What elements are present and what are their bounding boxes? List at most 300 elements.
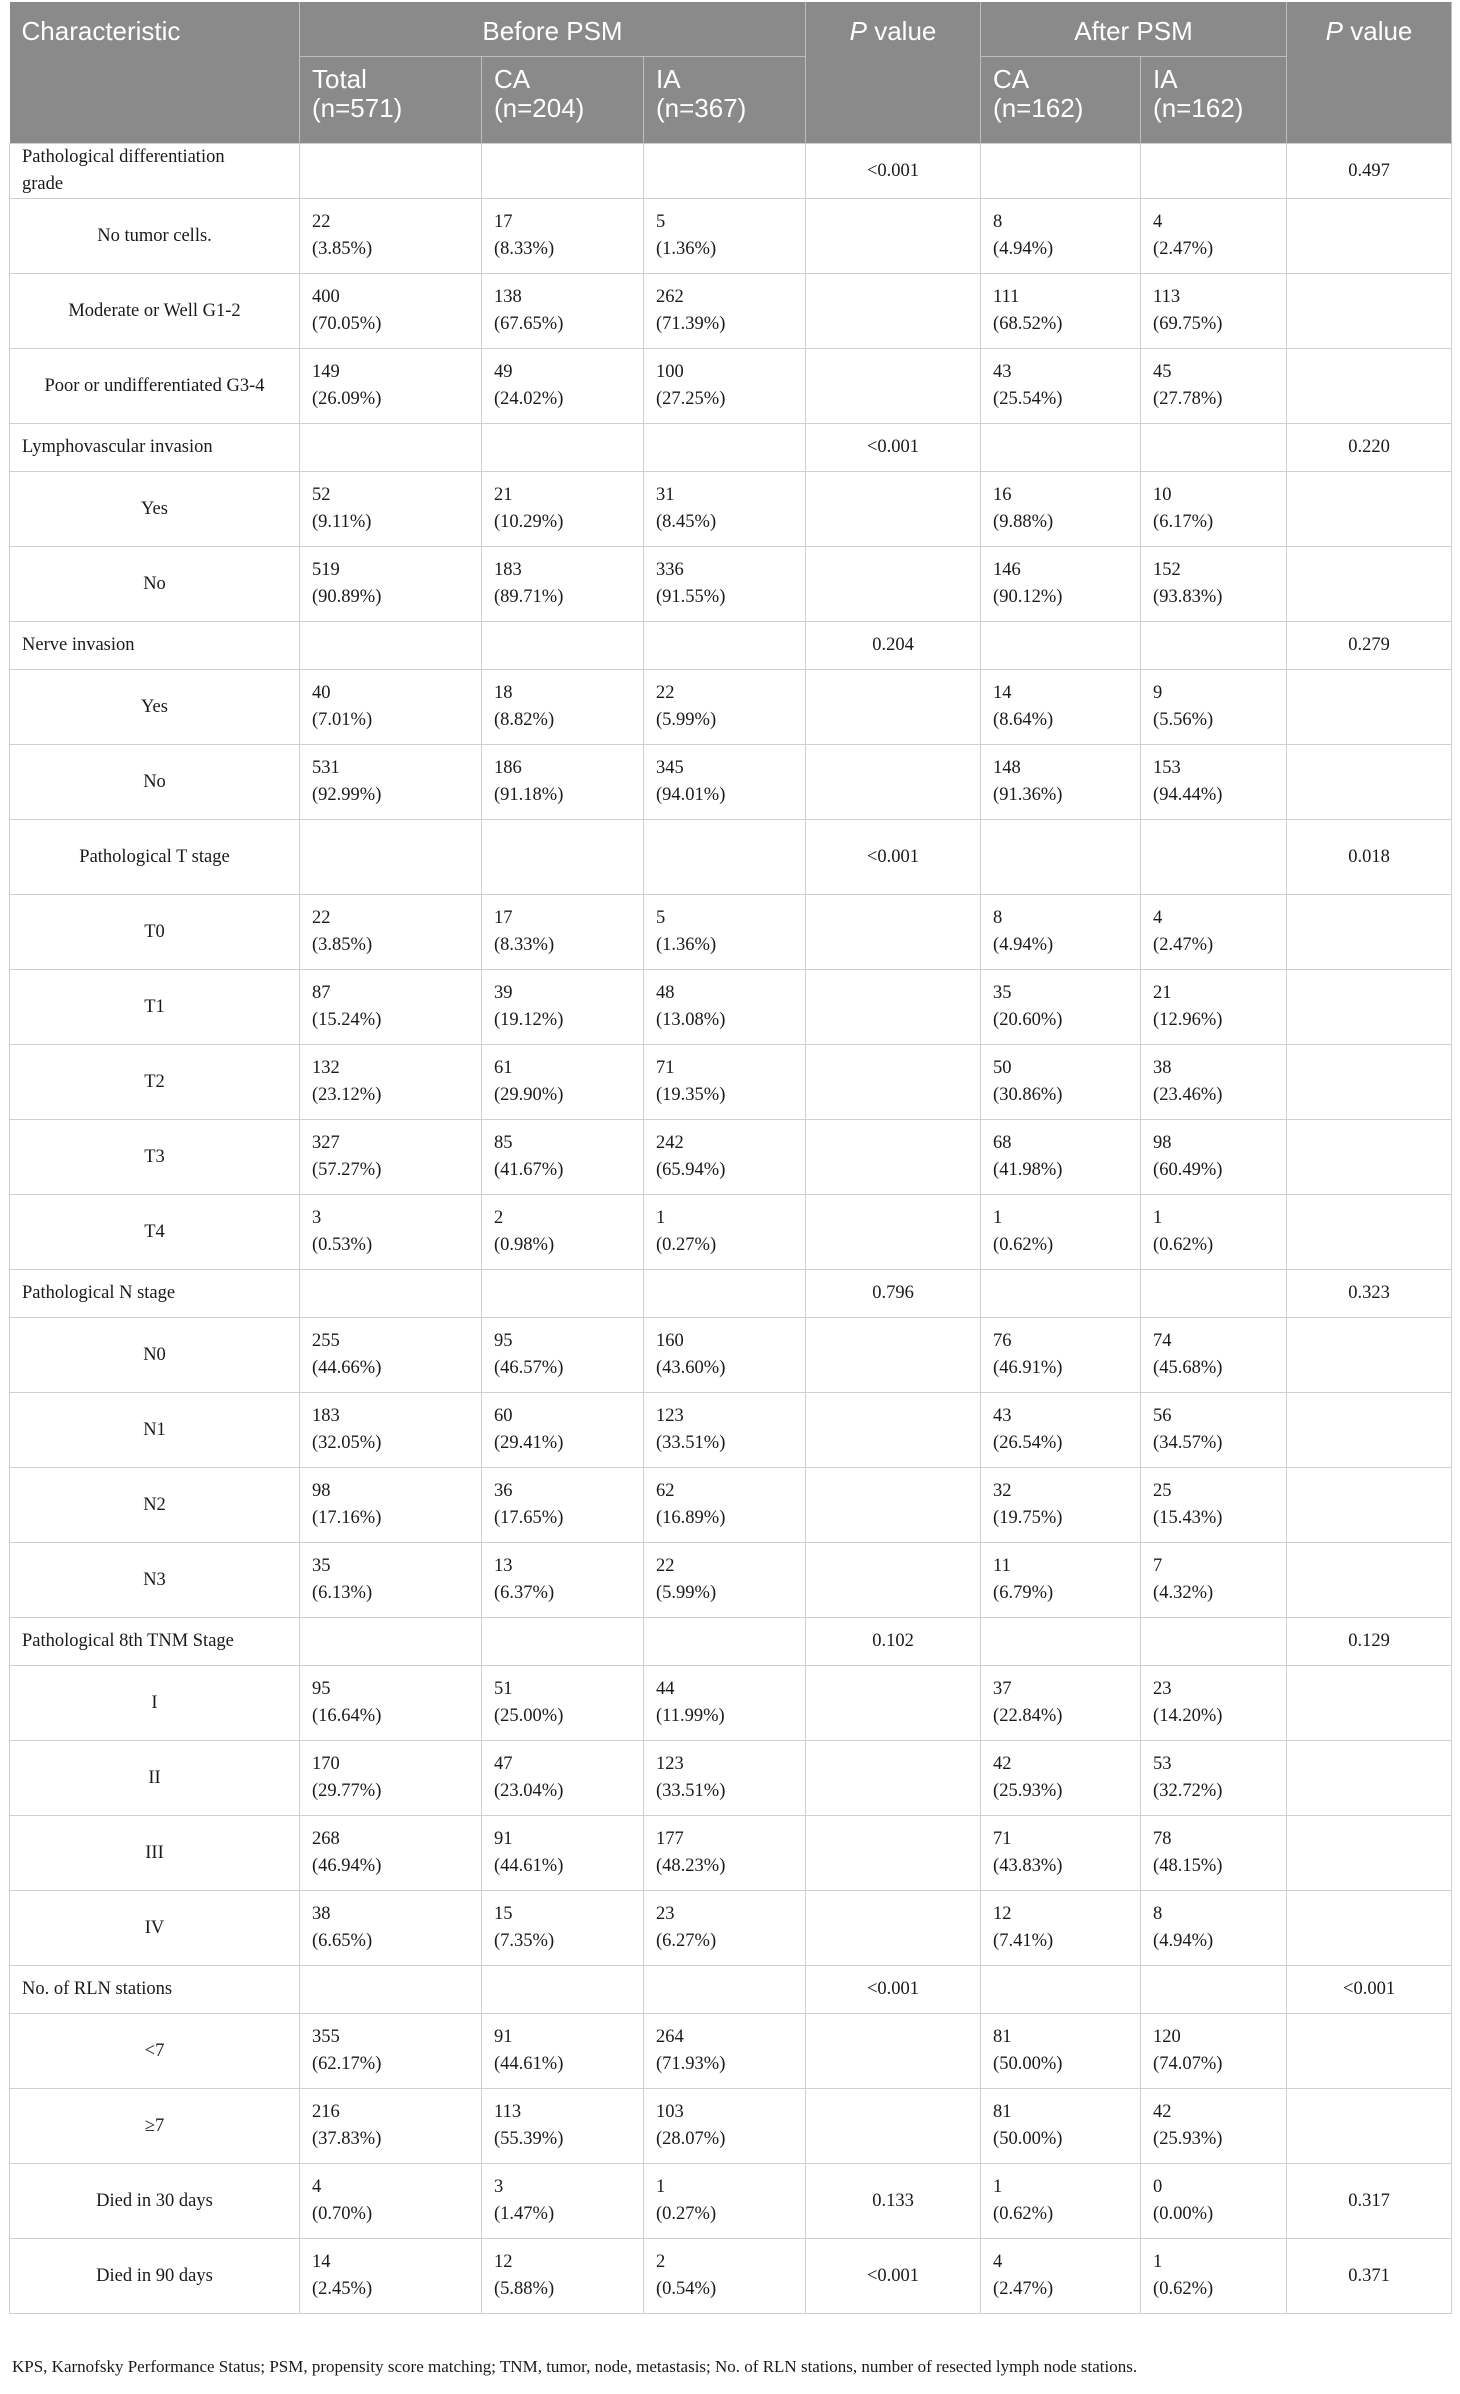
p-value-after: 0.317 [1287, 2164, 1452, 2239]
value-cell [300, 1468, 482, 1543]
value-cell [644, 1318, 806, 1393]
row-label: Moderate or Well G1-2 [10, 274, 300, 349]
p-value-after: 0.018 [1287, 820, 1452, 895]
p-value-after: <0.001 [1287, 1966, 1452, 2014]
value-cell [300, 1195, 482, 1270]
percent: (28.07%) [656, 2129, 726, 2149]
count: 3 [312, 1208, 322, 1228]
row-label: T0 [10, 895, 300, 970]
count: 14 [993, 683, 1012, 703]
count: 10 [1153, 485, 1172, 505]
p-value-before [806, 1891, 981, 1966]
percent: (23.46%) [1153, 1085, 1223, 1105]
p-value-before: 0.102 [806, 1618, 981, 1666]
p-value-after [1287, 1816, 1452, 1891]
value-cell [1141, 1618, 1287, 1666]
percent: (6.65%) [312, 1931, 373, 1951]
count: 13 [494, 1556, 513, 1576]
p-value-after [1287, 895, 1452, 970]
p-value-before [806, 547, 981, 622]
percent: (32.72%) [1153, 1781, 1223, 1801]
p-value-after: 0.323 [1287, 1270, 1452, 1318]
value-cell [644, 1741, 806, 1816]
percent: (2.47%) [993, 2279, 1054, 2299]
percent: (30.86%) [993, 1085, 1063, 1105]
value-cell [644, 820, 806, 895]
percent: (90.89%) [312, 587, 382, 607]
count: 148 [993, 758, 1021, 778]
p-value-after: 0.220 [1287, 424, 1452, 472]
count: 22 [656, 1556, 675, 1576]
count: 39 [494, 983, 513, 1003]
count: 98 [312, 1481, 331, 1501]
p-value-before [806, 2089, 981, 2164]
p-value-before: <0.001 [806, 2239, 981, 2314]
percent: (90.12%) [993, 587, 1063, 607]
p-value-after [1287, 670, 1452, 745]
count: 531 [312, 758, 340, 778]
percent: (33.51%) [656, 1433, 726, 1453]
count: 36 [494, 1481, 513, 1501]
row-label: T4 [10, 1195, 300, 1270]
percent: (4.32%) [1153, 1583, 1214, 1603]
value-cell [482, 1543, 644, 1618]
value-cell [644, 144, 806, 199]
count: 85 [494, 1133, 513, 1153]
row-label: N1 [10, 1393, 300, 1468]
p-value-before [806, 1666, 981, 1741]
p-value-before [806, 1045, 981, 1120]
count: 62 [656, 1481, 675, 1501]
p-value-before [806, 199, 981, 274]
value-cell [981, 472, 1141, 547]
percent: (22.84%) [993, 1706, 1063, 1726]
value-cell [1141, 144, 1287, 199]
percent: (29.90%) [494, 1085, 564, 1105]
value-cell [300, 2089, 482, 2164]
percent: (69.75%) [1153, 314, 1223, 334]
value-cell [644, 2014, 806, 2089]
count: 98 [1153, 1133, 1172, 1153]
percent: (70.05%) [312, 314, 382, 334]
value-cell [644, 2164, 806, 2239]
value-cell [482, 349, 644, 424]
value-cell [300, 670, 482, 745]
count: 48 [656, 983, 675, 1003]
value-cell [981, 1966, 1141, 2014]
count: 1 [993, 2177, 1003, 2197]
value-cell [644, 1543, 806, 1618]
p-value-before [806, 970, 981, 1045]
percent: (0.54%) [656, 2279, 717, 2299]
value-cell [1141, 2014, 1287, 2089]
value-cell [482, 199, 644, 274]
percent: (6.37%) [494, 1583, 555, 1603]
p-value-after [1287, 1666, 1452, 1741]
percent: (29.41%) [494, 1433, 564, 1453]
value-cell [482, 1045, 644, 1120]
count: 255 [312, 1331, 340, 1351]
value-cell [300, 199, 482, 274]
percent: (2.47%) [1153, 239, 1214, 259]
table-row [10, 1741, 1452, 1816]
table-row [10, 2014, 1452, 2089]
p-value-after [1287, 547, 1452, 622]
value-cell [1141, 895, 1287, 970]
value-cell [300, 547, 482, 622]
count: 53 [1153, 1754, 1172, 1774]
value-cell [1141, 1543, 1287, 1618]
value-cell [1141, 622, 1287, 670]
table-row [10, 1543, 1452, 1618]
table-row [10, 2089, 1452, 2164]
percent: (27.78%) [1153, 389, 1223, 409]
percent: (46.91%) [993, 1358, 1063, 1378]
percent: (43.60%) [656, 1358, 726, 1378]
p-value-before [806, 274, 981, 349]
count: 14 [312, 2252, 331, 2272]
percent: (48.23%) [656, 1856, 726, 1876]
percent: (16.89%) [656, 1508, 726, 1528]
percent: (0.62%) [1153, 1235, 1214, 1255]
count: 61 [494, 1058, 513, 1078]
p-value-after [1287, 1741, 1452, 1816]
percent: (11.99%) [656, 1706, 725, 1726]
percent: (62.17%) [312, 2054, 382, 2074]
count: 91 [494, 2027, 513, 2047]
percent: (23.12%) [312, 1085, 382, 1105]
value-cell [482, 1966, 644, 2014]
value-cell [300, 2014, 482, 2089]
header-ia-after: IA (n=162) [1141, 57, 1287, 144]
value-cell [644, 670, 806, 745]
percent: (91.55%) [656, 587, 726, 607]
value-cell [981, 144, 1141, 199]
header-total: Total (n=571) [300, 57, 482, 144]
value-cell [644, 424, 806, 472]
value-cell [482, 820, 644, 895]
count: 8 [993, 212, 1003, 232]
p-value-after [1287, 349, 1452, 424]
table-row [10, 970, 1452, 1045]
p-value-after [1287, 970, 1452, 1045]
value-cell [482, 1468, 644, 1543]
count: 87 [312, 983, 331, 1003]
row-label: Pathological 8th TNM Stage [10, 1618, 300, 1666]
percent: (24.02%) [494, 389, 564, 409]
value-cell [981, 1816, 1141, 1891]
percent: (0.53%) [312, 1235, 373, 1255]
value-cell [300, 820, 482, 895]
value-cell [981, 199, 1141, 274]
p-value-after [1287, 1393, 1452, 1468]
percent: (1.47%) [494, 2204, 555, 2224]
value-cell [482, 424, 644, 472]
header-before-psm: Before PSM [300, 2, 806, 57]
percent: (8.33%) [494, 935, 555, 955]
count: 132 [312, 1058, 340, 1078]
value-cell [1141, 424, 1287, 472]
percent: (23.04%) [494, 1781, 564, 1801]
percent: (0.62%) [1153, 2279, 1214, 2299]
count: 71 [993, 1829, 1012, 1849]
row-label: I [10, 1666, 300, 1741]
percent: (50.00%) [993, 2129, 1063, 2149]
value-cell [1141, 1270, 1287, 1318]
table-row [10, 1816, 1452, 1891]
p-value-before [806, 670, 981, 745]
value-cell [1141, 1891, 1287, 1966]
value-cell [300, 2164, 482, 2239]
value-cell [1141, 199, 1287, 274]
percent: (8.45%) [656, 512, 717, 532]
count: 68 [993, 1133, 1012, 1153]
percent: (50.00%) [993, 2054, 1063, 2074]
count: 23 [1153, 1679, 1172, 1699]
percent: (26.09%) [312, 389, 382, 409]
row-label: Pathological N stage [10, 1270, 300, 1318]
count: 50 [993, 1058, 1012, 1078]
percent: (8.33%) [494, 239, 555, 259]
value-cell [300, 1543, 482, 1618]
percent: (2.47%) [1153, 935, 1214, 955]
p-value-before: <0.001 [806, 1966, 981, 2014]
table-row [10, 2164, 1452, 2239]
p-value-before [806, 745, 981, 820]
count: 95 [312, 1679, 331, 1699]
p-value-before: 0.796 [806, 1270, 981, 1318]
value-cell [981, 274, 1141, 349]
count: 3 [494, 2177, 504, 2197]
value-cell [300, 1618, 482, 1666]
percent: (25.93%) [993, 1781, 1063, 1801]
table-row [10, 1318, 1452, 1393]
count: 100 [656, 362, 684, 382]
count: 2 [494, 1208, 504, 1228]
count: 45 [1153, 362, 1172, 382]
percent: (91.36%) [993, 785, 1063, 805]
value-cell [300, 1045, 482, 1120]
percent: (5.88%) [494, 2279, 555, 2299]
percent: (17.65%) [494, 1508, 564, 1528]
value-cell [981, 622, 1141, 670]
value-cell [644, 199, 806, 274]
p-value-before [806, 1318, 981, 1393]
p-value-before: <0.001 [806, 820, 981, 895]
header-ia-before: IA (n=367) [644, 57, 806, 144]
value-cell [644, 1393, 806, 1468]
count: 113 [1153, 287, 1181, 307]
count: 52 [312, 485, 331, 505]
percent: (25.54%) [993, 389, 1063, 409]
percent: (0.62%) [993, 1235, 1054, 1255]
table-row [10, 1045, 1452, 1120]
percent: (19.75%) [993, 1508, 1063, 1528]
count: 264 [656, 2027, 684, 2047]
percent: (1.36%) [656, 935, 717, 955]
count: 12 [993, 1904, 1012, 1924]
percent: (5.99%) [656, 1583, 717, 1603]
count: 0 [1153, 2177, 1163, 2197]
count: 49 [494, 362, 513, 382]
count: 4 [993, 2252, 1003, 2272]
p-value-after [1287, 1891, 1452, 1966]
value-cell [1141, 1666, 1287, 1741]
value-cell [482, 895, 644, 970]
count: 4 [1153, 908, 1163, 928]
percent: (13.08%) [656, 1010, 726, 1030]
value-cell [981, 970, 1141, 1045]
count: 18 [494, 683, 513, 703]
p-value-before [806, 1543, 981, 1618]
table-group-row [10, 820, 1452, 895]
table-group-row [10, 1618, 1452, 1666]
row-label: Yes [10, 472, 300, 547]
value-cell [1141, 1195, 1287, 1270]
value-cell [981, 1045, 1141, 1120]
value-cell [1141, 670, 1287, 745]
row-label: No [10, 547, 300, 622]
p-value-after [1287, 745, 1452, 820]
value-cell [482, 1318, 644, 1393]
row-label: No tumor cells. [10, 199, 300, 274]
percent: (41.67%) [494, 1160, 564, 1180]
percent: (71.93%) [656, 2054, 726, 2074]
value-cell [300, 1816, 482, 1891]
count: 21 [494, 485, 513, 505]
row-label: III [10, 1816, 300, 1891]
value-cell [981, 2239, 1141, 2314]
results-table [9, 2, 1452, 2314]
value-cell [300, 1891, 482, 1966]
percent: (6.79%) [993, 1583, 1054, 1603]
value-cell [981, 2089, 1141, 2164]
row-label: No [10, 745, 300, 820]
value-cell [482, 670, 644, 745]
count: 32 [993, 1481, 1012, 1501]
value-cell [482, 1270, 644, 1318]
row-label: ≥7 [10, 2089, 300, 2164]
p-value-after [1287, 274, 1452, 349]
percent: (10.29%) [494, 512, 564, 532]
p-value-after [1287, 1120, 1452, 1195]
table-row [10, 895, 1452, 970]
value-cell [482, 970, 644, 1045]
percent: (46.94%) [312, 1856, 382, 1876]
value-cell [300, 349, 482, 424]
value-cell [482, 144, 644, 199]
value-cell [300, 1741, 482, 1816]
value-cell [482, 745, 644, 820]
value-cell [300, 1270, 482, 1318]
percent: (65.94%) [656, 1160, 726, 1180]
table-group-row [10, 1270, 1452, 1318]
percent: (0.27%) [656, 1235, 717, 1255]
row-label: Poor or undifferentiated G3-4 [10, 349, 300, 424]
count: 22 [312, 212, 331, 232]
percent: (32.05%) [312, 1433, 382, 1453]
count: 8 [993, 908, 1003, 928]
p-value-before: 0.204 [806, 622, 981, 670]
percent: (93.83%) [1153, 587, 1223, 607]
percent: (19.12%) [494, 1010, 564, 1030]
count: 43 [993, 362, 1012, 382]
value-cell [981, 349, 1141, 424]
count: 345 [656, 758, 684, 778]
value-cell [1141, 1468, 1287, 1543]
value-cell [644, 349, 806, 424]
value-cell [981, 1618, 1141, 1666]
percent: (94.44%) [1153, 785, 1223, 805]
count: 327 [312, 1133, 340, 1153]
percent: (15.24%) [312, 1010, 382, 1030]
count: 120 [1153, 2027, 1181, 2047]
p-value-after [1287, 2089, 1452, 2164]
value-cell [1141, 1045, 1287, 1120]
value-cell [981, 1468, 1141, 1543]
table-row [10, 670, 1452, 745]
percent: (44.61%) [494, 2054, 564, 2074]
count: 81 [993, 2027, 1012, 2047]
p-value-before [806, 895, 981, 970]
count: 15 [494, 1904, 513, 1924]
percent: (27.25%) [656, 389, 726, 409]
p-value-after: 0.497 [1287, 144, 1452, 199]
header-p-value-after: P value [1287, 2, 1452, 144]
p-value-after [1287, 1543, 1452, 1618]
percent: (41.98%) [993, 1160, 1063, 1180]
value-cell [482, 1891, 644, 1966]
count: 37 [993, 1679, 1012, 1699]
value-cell [1141, 970, 1287, 1045]
row-label: Yes [10, 670, 300, 745]
value-cell [300, 472, 482, 547]
row-label: Nerve invasion [10, 622, 300, 670]
p-value-after: 0.279 [1287, 622, 1452, 670]
percent: (7.01%) [312, 710, 373, 730]
count: 113 [494, 2102, 522, 2122]
value-cell [981, 1270, 1141, 1318]
percent: (26.54%) [993, 1433, 1063, 1453]
row-label: <7 [10, 2014, 300, 2089]
row-label: Lymphovascular invasion [10, 424, 300, 472]
value-cell [644, 547, 806, 622]
count: 4 [1153, 212, 1163, 232]
percent: (33.51%) [656, 1781, 726, 1801]
p-value-before [806, 1816, 981, 1891]
value-cell [300, 622, 482, 670]
header-characteristic: Characteristic [10, 2, 300, 144]
percent: (4.94%) [1153, 1931, 1214, 1951]
table-group-row [10, 1966, 1452, 2014]
p-value-before [806, 1741, 981, 1816]
value-cell [482, 1666, 644, 1741]
value-cell [644, 1666, 806, 1741]
value-cell [1141, 472, 1287, 547]
p-value-before [806, 1393, 981, 1468]
percent: (6.27%) [656, 1931, 717, 1951]
percent: (19.35%) [656, 1085, 726, 1105]
count: 355 [312, 2027, 340, 2047]
value-cell [644, 1120, 806, 1195]
percent: (48.15%) [1153, 1856, 1223, 1876]
row-label: IV [10, 1891, 300, 1966]
percent: (14.20%) [1153, 1706, 1223, 1726]
count: 51 [494, 1679, 513, 1699]
count: 149 [312, 362, 340, 382]
percent: (68.52%) [993, 314, 1063, 334]
value-cell [300, 424, 482, 472]
